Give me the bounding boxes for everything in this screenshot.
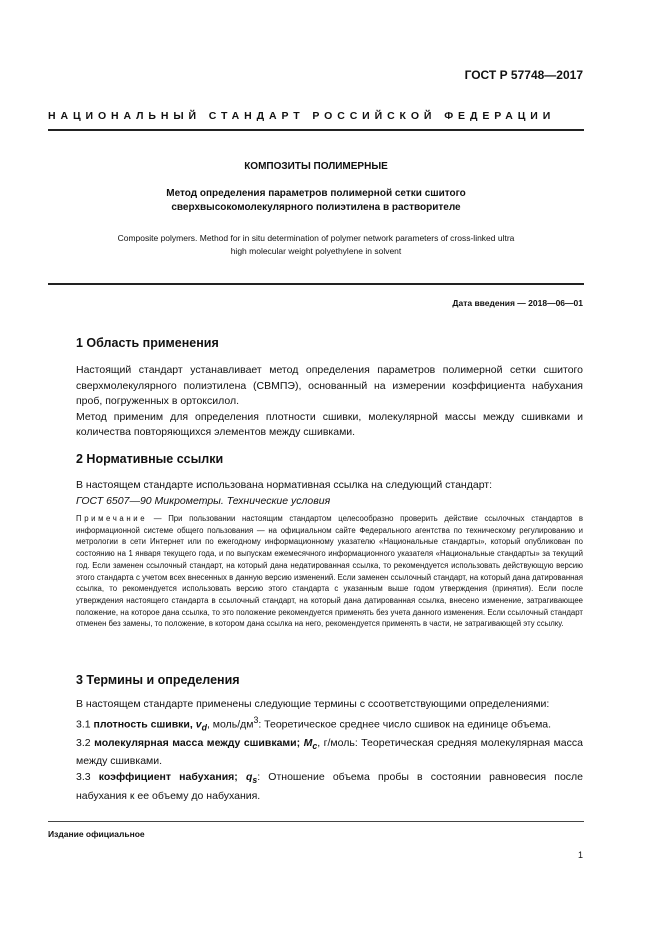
term-3-2-subscript: c: [312, 740, 318, 751]
subtitle-line-2: сверхвысокомолекулярного полиэтилена в растворителе: [171, 202, 461, 213]
term-3-1-definition: : Теоретическое среднее число сшивок на единице объема.: [258, 718, 552, 731]
section-2-note: [76, 513, 583, 630]
note-text: — При пользовании настоящим стандартом целесообразно проверить действие ссылочных стандартов в информационной системе общего пользования — на официальном сайте Федерального агентства по техническому регулированию и метрологии в сети Интернет или по ежегодному информационному указателю «Национальные стандарты», который опубликован по состоянию на 1 января текущего года, и по выпускам ежемесячного информационного указателя «Национальные стандарты» за текущий год. Если заменен ссылочный стандарт, на который дана недатированная ссылка, то рекомендуется использовать действующую версию этого стандарта с учетом всех внесенных в данную версию изменений. Если заменен ссылочный стандарт, на который дана датированная ссылка, то рекомендуется использовать версию этого стандарта с указанным выше годом утверждения (принятия). Если после утверждения настоящего стандарта в ссылочный стандарт, на который дана датированная ссылка, внесено изменение, затрагивающее положение, на которое дана ссылка, то это положение рекомендуется применять без учета данного изменения. Если ссылочный стандарт отменен без замены, то положение, в котором дана ссылка на него, рекомендуется применять в части, не затрагивающей эту ссылку.: [76, 514, 584, 629]
english-title-line-2: high molecular weight polyethylene in solvent: [230, 246, 402, 256]
term-3-2-definition: Теоретическая средняя молекулярная масса между сшивками.: [76, 736, 583, 768]
term-3-2-name: молекулярная масса между сшивками;: [94, 736, 301, 749]
english-title-line-1: Composite polymers. Method for in situ determination of polymer network parameters of cross-linked ultra: [117, 233, 515, 243]
page-number: 1: [577, 850, 583, 860]
document-title: КОМПОЗИТЫ ПОЛИМЕРНЫЕ: [244, 161, 388, 172]
term-3-3-definition: : Отношение объема пробы в состоянии равновесия после набухания к ее объему до набухания.: [76, 771, 583, 802]
term-3-2-unit: , г/моль:: [317, 736, 358, 749]
section-1-heading: 1 Область применения: [76, 336, 219, 350]
section-3-body: [76, 697, 583, 804]
document-subtitle: [48, 187, 584, 215]
section-3-intro: В настоящем стандарте применены следующие термины с ссоответствующими определениями:: [76, 698, 550, 710]
term-3-1: [76, 713, 583, 736]
section-1-paragraph-2: Метод применим для определения плотности сшивки, молекулярной массы между сшивками и количества повторяющихся элементов между сшивками.: [76, 410, 583, 439]
section-1-paragraph-1: [76, 363, 583, 410]
official-edition-label: Издание официальное: [48, 829, 145, 839]
section-1-body: [76, 363, 583, 441]
term-3-1-subscript: d: [201, 722, 207, 733]
title-rule: [48, 283, 584, 285]
term-3-1-unit: , моль/дм: [206, 718, 254, 731]
term-3-2-symbol: M: [303, 736, 313, 749]
section-1-paragraph-1-text: Настоящий стандарт устанавливает метод определения параметров полимерной сетки сшитого сверхмолекулярного полиэтилена (СВМПЭ), основанный на измерении коэффициента набухания проб, погруженных в ортоксилол.: [76, 364, 583, 408]
term-3-1-superscript: 3: [253, 714, 259, 725]
term-3-2-number: 3.2: [76, 736, 91, 749]
section-2-paragraph-1: В настоящем стандарте использована нормативная ссылка на следующий стандарт:: [76, 479, 493, 491]
normative-reference: ГОСТ 6507—90 Микрометры. Технические условия: [76, 494, 331, 507]
term-3-3-name: коэффициент набухания;: [98, 771, 238, 784]
gost-number: ГОСТ Р 57748—2017: [464, 68, 583, 82]
term-3-3-subscript: s: [252, 775, 258, 786]
term-3-1-number: 3.1: [76, 718, 91, 731]
section-2-heading: 2 Нормативные ссылки: [76, 452, 224, 466]
national-standard-banner: НАЦИОНАЛЬНЫЙ СТАНДАРТ РОССИЙСКОЙ ФЕДЕРАЦИИ: [48, 110, 556, 122]
subtitle-line-1: Метод определения параметров полимерной сетки сшитого: [166, 188, 466, 199]
english-title: [48, 232, 584, 258]
section-3-heading: 3 Термины и определения: [76, 673, 240, 687]
section-2-body: [76, 478, 583, 509]
date-of-introduction: Дата введения — 2018—06—01: [452, 298, 583, 308]
term-3-3-number: 3.3: [76, 771, 91, 784]
term-3-2: [76, 736, 583, 770]
header-rule: [48, 129, 584, 131]
footer-rule: [48, 821, 584, 822]
term-3-3-symbol: q: [245, 771, 253, 784]
term-3-1-name: плотность сшивки,: [93, 718, 193, 731]
note-label: Примечание: [76, 514, 148, 523]
term-3-3: [76, 770, 583, 804]
term-3-1-symbol: v: [195, 718, 202, 731]
